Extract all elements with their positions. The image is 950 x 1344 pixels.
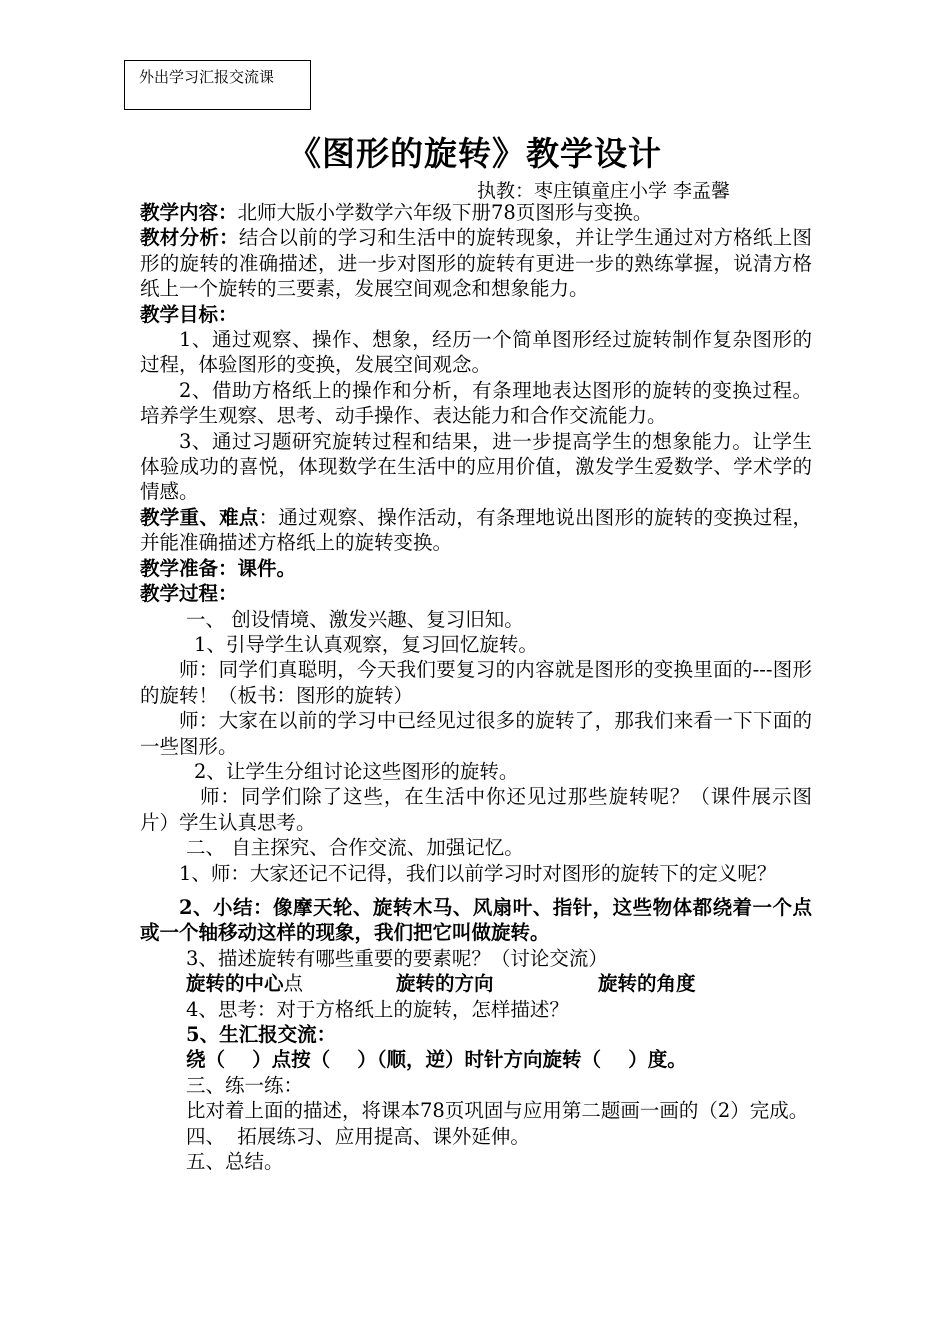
rotation-description-template: 绕（ ）点按（ ）（顺，逆）时针方向旋转（ ）度。: [186, 1048, 687, 1072]
section-3-step-1: 比对着上面的描述，将课本78页巩固与应用第二题画一画的（2）完成。: [186, 1099, 809, 1123]
section-2-step-5: 5、生汇报交流：: [186, 1023, 337, 1046]
rotation-center-suffix: 点: [283, 972, 304, 996]
rotation-angle: 旋转的角度: [598, 972, 696, 996]
section-2-step-3: 3、描述旋转有哪些重要的要素呢？（讨论交流）: [186, 946, 608, 970]
course-tag-text: 外出学习汇报交流课: [139, 68, 275, 86]
author-line: 执教：枣庄镇童庄小学 李孟馨: [477, 180, 731, 202]
rotation-elements-row: [140, 971, 812, 996]
material-analysis-text: 结合以前的学习和生活中的旋转现象，并让学生通过对方格纸上图形的旋转的准确描述，进一步对图形的旋转有更进一步的熟练掌握，说清方格纸上一个旋转的三要素，发展空间观念和想象能力。: [140, 226, 812, 301]
section-1-step-2: 2、让学生分组讨论这些图形的旋转。: [194, 759, 519, 783]
rotation-center: 旋转的中心: [186, 972, 284, 996]
section-1-step-1: 1、引导学生认真观察，复习回忆旋转。: [194, 632, 538, 656]
material-analysis: [140, 225, 812, 301]
key-points-label: 教学重、难点: [140, 505, 259, 529]
section-1-heading: 一、 创设情境、激发兴趣、复习旧知。: [186, 607, 524, 631]
teaching-content-text: 北师大版小学数学六年级下册78页图形与变换。: [237, 201, 653, 224]
section-2-step-4: 4、思考：对于方格纸上的旋转，怎样描述？: [186, 997, 569, 1021]
key-points-text: ：通过观察、操作活动，有条理地说出图形的旋转的变换过程，并能准确描述方格纸上的旋转变换。: [140, 505, 812, 555]
goal-3: 3、通过习题研究旋转过程和结果，进一步提高学生的想象能力。让学生体验成功的喜悦，体现数学在生活中的应用价值，激发学生爱数学、学术学的情感。: [140, 429, 812, 504]
teaching-process-label: 教学过程：: [140, 582, 238, 606]
page-title: 《图形的旋转》教学设计: [288, 134, 662, 173]
teaching-content-label: 教学内容：: [140, 201, 238, 224]
section-4-heading: 四、 拓展练习、应用提高、课外延伸。: [186, 1124, 530, 1148]
section-5-heading: 五、总结。: [186, 1150, 284, 1174]
section-2-step-1: 1、师：大家还记不记得，我们以前学习时对图形的旋转下的定义呢？: [179, 861, 777, 885]
teaching-goals-label: 教学目标：: [140, 302, 238, 326]
lesson-content: [140, 200, 812, 1174]
course-tag-box: [124, 60, 311, 110]
section-3-heading: 三、练一练：: [186, 1073, 304, 1097]
rotation-direction: 旋转的方向: [396, 972, 494, 996]
teaching-content: [140, 200, 812, 225]
section-2-heading: 二、 自主探究、合作交流、加强记忆。: [186, 836, 524, 860]
goal-2: 2、借助方格纸上的操作和分析，有条理地表达图形的旋转的变换过程。培养学生观察、思考、动手操作、表达能力和合作交流能力。: [140, 378, 812, 428]
material-analysis-label: 教材分析：: [140, 226, 239, 250]
section-1-teacher-1: 师：同学们真聪明，今天我们要复习的内容就是图形的变换里面的---图形的旋转！（板书：图形的旋转）: [140, 658, 812, 707]
teaching-preparation: 教学准备：课件。: [140, 556, 297, 580]
rotation-center-cell: [186, 971, 396, 996]
key-difficult-points: [140, 505, 812, 556]
section-2-summary: 2、小结：像摩天轮、旋转木马、风扇叶、指针，这些物体都绕着一个点或一个轴移动这样的现象，我们把它叫做旋转。: [140, 895, 812, 945]
section-1-teacher-3: 师：同学们除了这些，在生活中你还见过那些旋转呢？（课件展示图片）学生认真思考。: [140, 785, 812, 834]
section-1-teacher-2: 师：大家在以前的学习中已经见过很多的旋转了，那我们来看一下下面的一些图形。: [140, 709, 812, 758]
goal-1: 1、通过观察、操作、想象，经历一个简单图形经过旋转制作复杂图形的过程，体验图形的变换，发展空间观念。: [140, 328, 812, 377]
